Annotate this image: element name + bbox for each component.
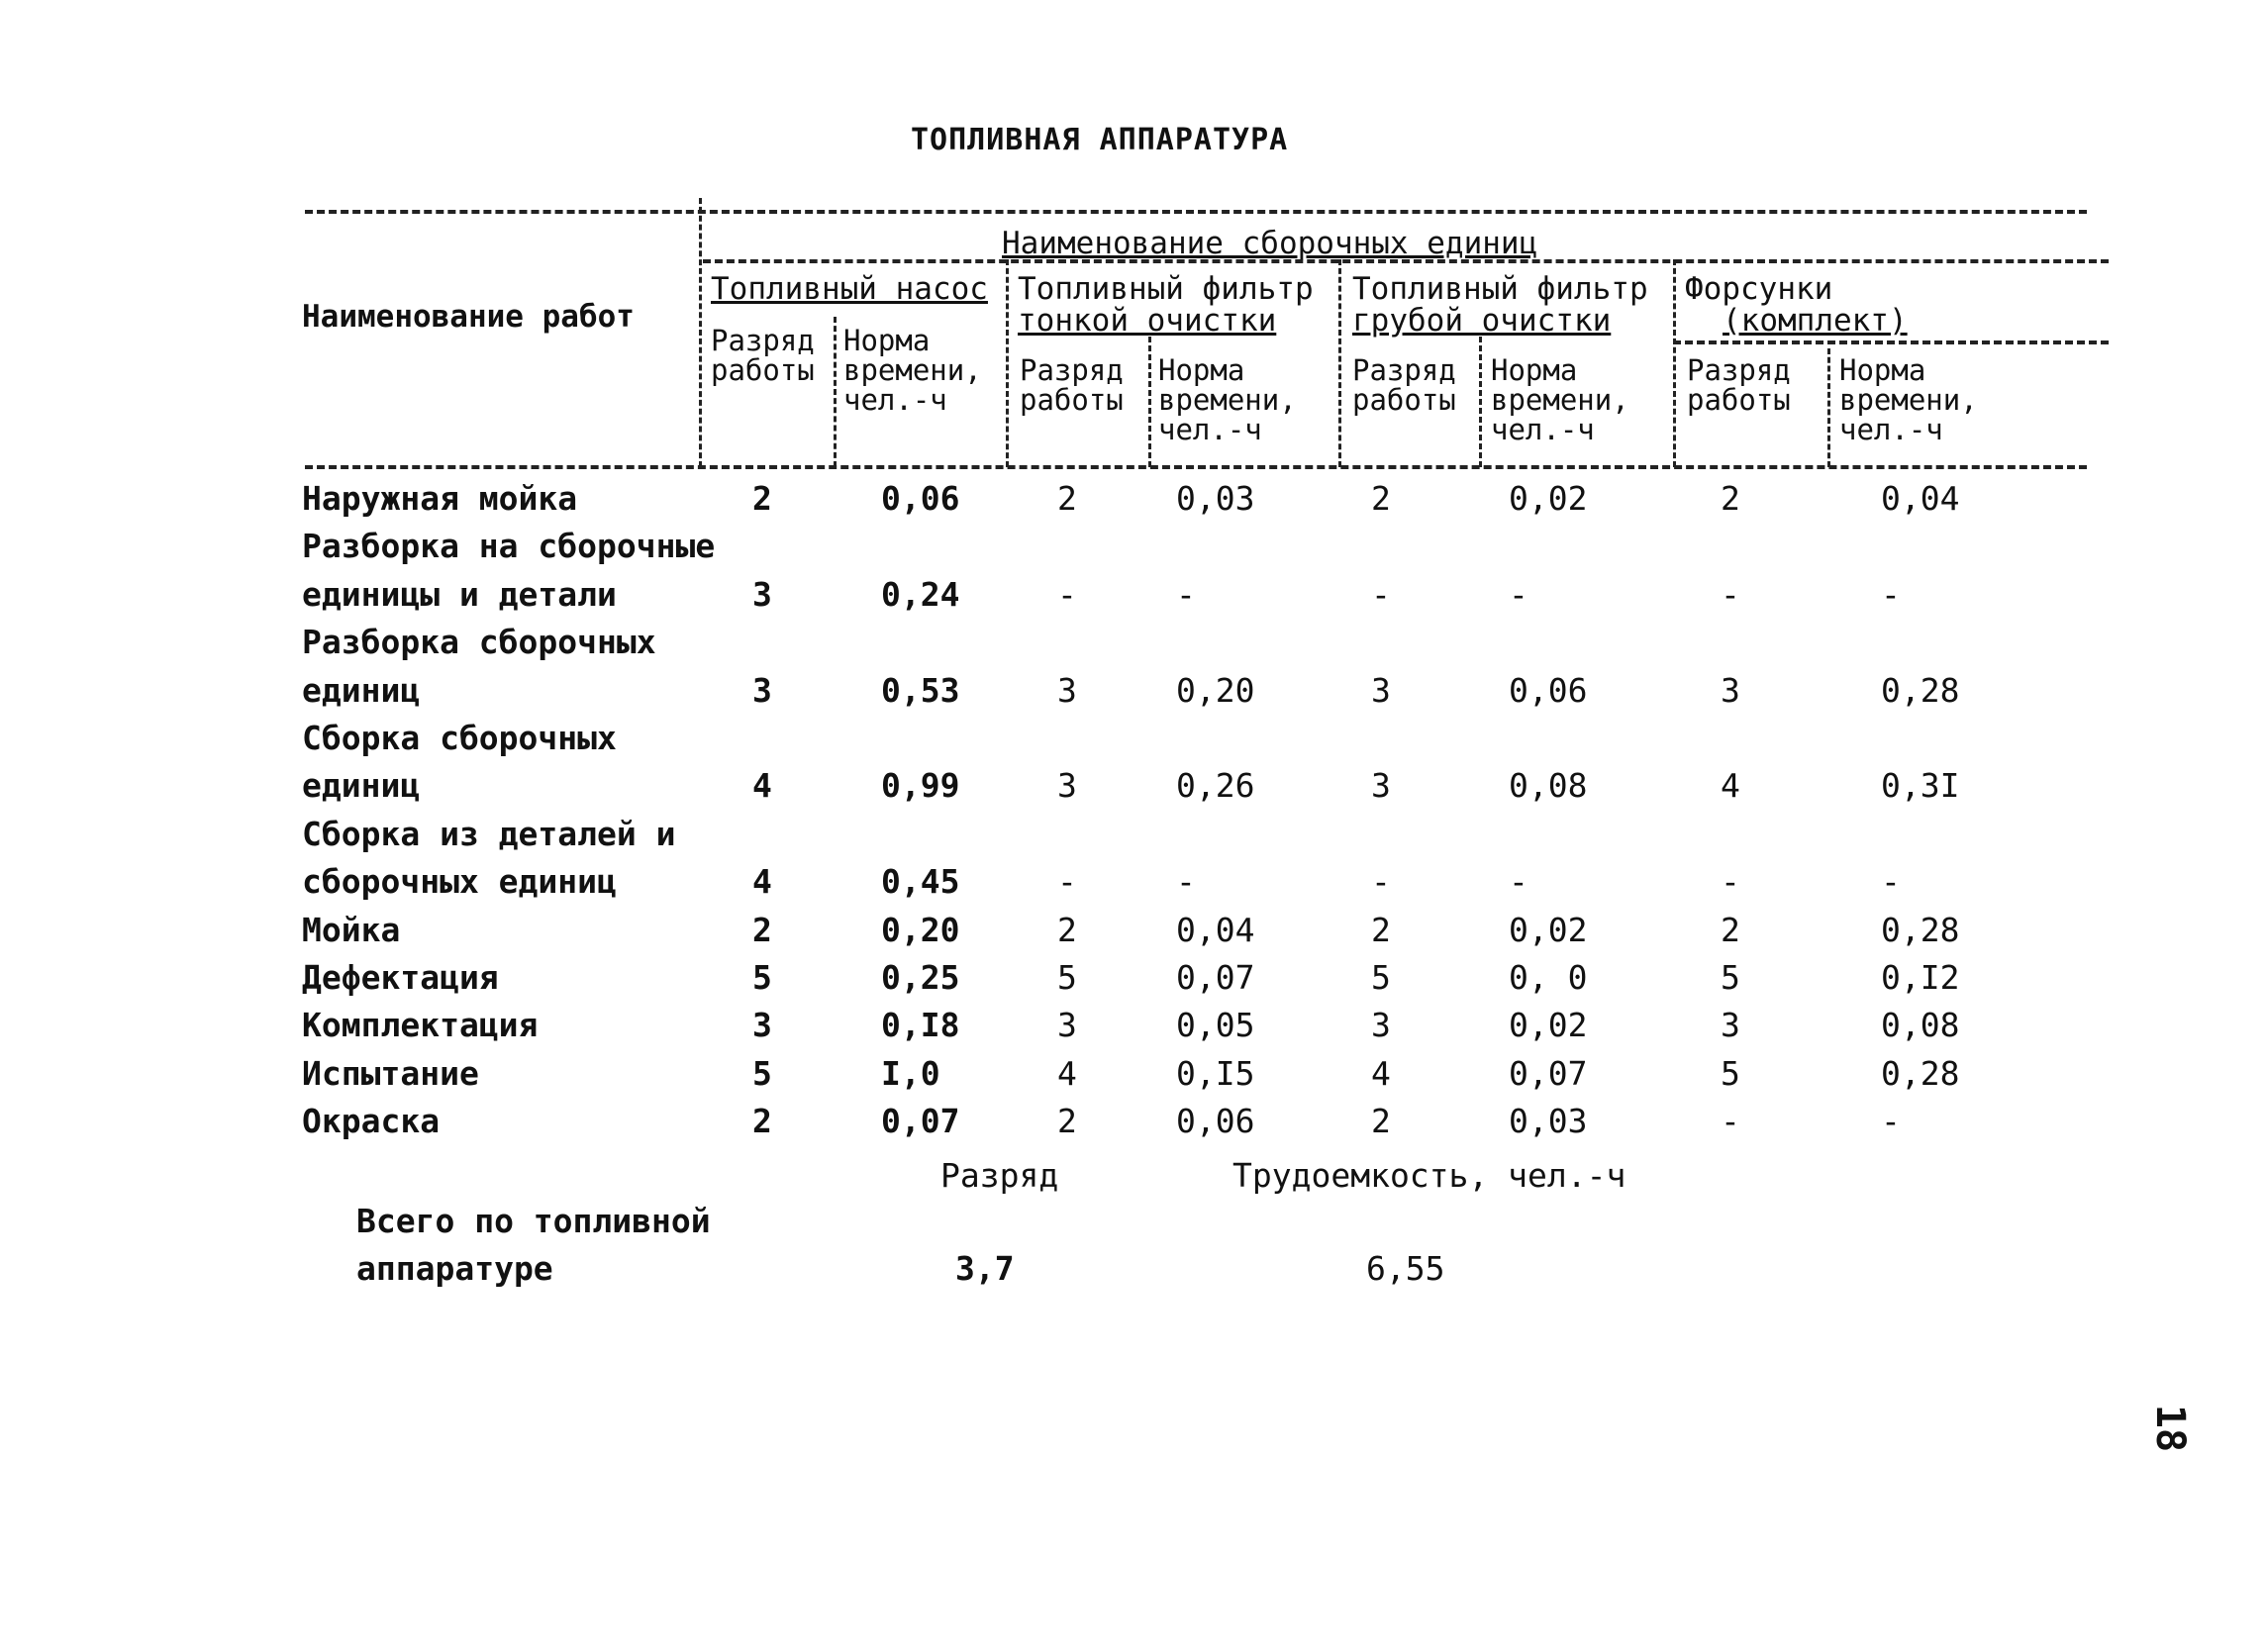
header-norm-4-l2: времени, (1839, 383, 1978, 417)
header-grade-4-l1: Разряд (1687, 353, 1791, 387)
row-norm-cell: 0,20 (881, 911, 960, 949)
row-work-name: Дефектация (302, 958, 499, 997)
header-unit-2-line1: Топливный фильтр (1018, 271, 1314, 307)
row-norm-cell: 0,03 (1176, 479, 1255, 518)
header-grade-2-l2: работы (1020, 383, 1124, 417)
header-norm-3-l2: времени, (1491, 383, 1629, 417)
row-norm-cell: 0,45 (881, 862, 960, 901)
row-work-name: единиц (302, 671, 421, 710)
col-sep-4 (1148, 337, 1151, 467)
row-norm-cell: - (1881, 1102, 1901, 1140)
header-grade-1-l2: работы (711, 353, 815, 387)
row-grade-cell: 2 (1721, 911, 1740, 949)
row-norm-cell: 0,26 (1176, 766, 1255, 805)
row-norm-cell: I,0 (881, 1054, 940, 1093)
row-grade-cell: 4 (1721, 766, 1740, 805)
header-grade-3-l2: работы (1352, 383, 1456, 417)
row-work-name: сборочных единиц (302, 862, 617, 901)
row-norm-cell: 0,06 (881, 479, 960, 518)
row-norm-cell: 0,28 (1881, 911, 1960, 949)
header-norm-2-l1: Норма (1158, 353, 1245, 387)
row-grade-cell: - (1371, 575, 1391, 614)
row-grade-cell: 4 (752, 766, 772, 805)
row-norm-cell: 0,08 (1881, 1006, 1960, 1044)
row-norm-cell: 0,53 (881, 671, 960, 710)
row-grade-cell: 3 (1057, 671, 1077, 710)
header-unit-3-line2: грубой очистки (1352, 303, 1612, 339)
row-grade-cell: 3 (1721, 1006, 1740, 1044)
header-grade-3-l1: Разряд (1352, 353, 1456, 387)
col-sep-2 (834, 317, 837, 467)
row-grade-cell: 4 (1057, 1054, 1077, 1093)
row-norm-cell: 0,02 (1509, 479, 1588, 518)
col-sep-1 (699, 198, 702, 467)
summary-total-line1: Всего по топливной (356, 1202, 711, 1240)
header-grade-1-l1: Разряд (711, 324, 815, 357)
summary-total-line2: аппаратуре (356, 1249, 553, 1288)
header-bottom-rule (305, 465, 2087, 469)
header-norm-1-l3: чел.-ч (843, 383, 947, 417)
header-unit-1-line1: Топливный насос (711, 271, 988, 307)
row-grade-cell: 3 (752, 671, 772, 710)
unit4-rule (1673, 340, 2109, 344)
summary-grade-label: Разряд (940, 1156, 1059, 1195)
col-sep-6 (1479, 337, 1482, 467)
row-grade-cell: 2 (1057, 1102, 1077, 1140)
row-grade-cell: 2 (1057, 911, 1077, 949)
row-norm-cell: 0,I5 (1176, 1054, 1255, 1093)
header-grade-2-l1: Разряд (1020, 353, 1124, 387)
summary-labor-value: 6,55 (1366, 1249, 1445, 1288)
row-grade-cell: 2 (1371, 479, 1391, 518)
row-norm-cell: 0,07 (1176, 958, 1255, 997)
row-norm-cell: 0,28 (1881, 1054, 1960, 1093)
row-norm-cell: - (1509, 862, 1528, 901)
row-grade-cell: 5 (752, 958, 772, 997)
row-norm-cell: 0,08 (1509, 766, 1588, 805)
row-norm-cell: 0,03 (1509, 1102, 1588, 1140)
page-title: ТОПЛИВНАЯ АППАРАТУРА (911, 123, 1289, 157)
row-grade-cell: 3 (1371, 766, 1391, 805)
row-grade-cell: 5 (752, 1054, 772, 1093)
header-unit-4-line1: Форсунки (1685, 271, 1833, 307)
row-norm-cell: 0,07 (881, 1102, 960, 1140)
row-norm-cell: 0,02 (1509, 1006, 1588, 1044)
row-grade-cell: 2 (752, 479, 772, 518)
header-group-title: Наименование сборочных единиц (1002, 226, 1538, 261)
col-sep-5 (1338, 259, 1341, 467)
header-norm-3-l3: чел.-ч (1491, 413, 1595, 446)
row-norm-cell: 0,28 (1881, 671, 1960, 710)
row-work-name: единиц (302, 766, 421, 805)
row-grade-cell: 5 (1721, 1054, 1740, 1093)
row-grade-cell: - (1057, 862, 1077, 901)
row-grade-cell: - (1721, 1102, 1740, 1140)
row-grade-cell: 3 (752, 1006, 772, 1044)
row-norm-cell: 0,05 (1176, 1006, 1255, 1044)
header-norm-1-l2: времени, (843, 353, 982, 387)
header-grade-4-l2: работы (1687, 383, 1791, 417)
row-norm-cell: 0,I8 (881, 1006, 960, 1044)
col-sep-3 (1006, 259, 1009, 467)
row-norm-cell: 0,3I (1881, 766, 1960, 805)
row-grade-cell: 2 (752, 1102, 772, 1140)
row-norm-cell: 0,24 (881, 575, 960, 614)
row-grade-cell: 3 (1371, 1006, 1391, 1044)
header-norm-4-l1: Норма (1839, 353, 1926, 387)
row-grade-cell: 3 (1057, 766, 1077, 805)
row-grade-cell: 4 (752, 862, 772, 901)
row-grade-cell: 3 (1057, 1006, 1077, 1044)
row-grade-cell: 4 (1371, 1054, 1391, 1093)
row-work-name: Комплектация (302, 1006, 539, 1044)
row-grade-cell: 2 (1371, 911, 1391, 949)
header-norm-1-l1: Норма (843, 324, 931, 357)
row-grade-cell: - (1721, 862, 1740, 901)
row-norm-cell: 0,99 (881, 766, 960, 805)
row-work-name: Сборка из деталей и (302, 815, 676, 853)
row-grade-cell: 5 (1057, 958, 1077, 997)
header-norm-3-l1: Норма (1491, 353, 1578, 387)
row-work-name: Разборка сборочных (302, 623, 656, 661)
row-grade-cell: - (1371, 862, 1391, 901)
row-grade-cell: 5 (1371, 958, 1391, 997)
row-work-name: Окраска (302, 1102, 441, 1140)
table-top-rule (305, 210, 2087, 214)
header-norm-4-l3: чел.-ч (1839, 413, 1943, 446)
row-grade-cell: 2 (1057, 479, 1077, 518)
row-grade-cell: - (1721, 575, 1740, 614)
col-sep-8 (1827, 348, 1830, 467)
row-grade-cell: 3 (1721, 671, 1740, 710)
row-norm-cell: 0,02 (1509, 911, 1588, 949)
row-norm-cell: - (1881, 575, 1901, 614)
header-norm-2-l3: чел.-ч (1158, 413, 1262, 446)
row-work-name: Мойка (302, 911, 401, 949)
row-norm-cell: 0,25 (881, 958, 960, 997)
header-unit-3-line1: Топливный фильтр (1352, 271, 1648, 307)
row-norm-cell: 0,06 (1509, 671, 1588, 710)
row-norm-cell: 0,I2 (1881, 958, 1960, 997)
row-work-name: Испытание (302, 1054, 479, 1093)
row-grade-cell: 3 (1371, 671, 1391, 710)
row-grade-cell: 2 (1371, 1102, 1391, 1140)
row-norm-cell: 0,06 (1176, 1102, 1255, 1140)
row-norm-cell: - (1176, 575, 1196, 614)
header-norm-2-l2: времени, (1158, 383, 1297, 417)
col-sep-7 (1673, 259, 1676, 467)
row-norm-cell: 0,20 (1176, 671, 1255, 710)
row-grade-cell: 5 (1721, 958, 1740, 997)
row-grade-cell: 3 (752, 575, 772, 614)
summary-grade-value: 3,7 (955, 1249, 1015, 1288)
row-work-name: единицы и детали (302, 575, 617, 614)
row-norm-cell: 0,07 (1509, 1054, 1588, 1093)
page-number: 18 (2147, 1404, 2194, 1453)
row-grade-cell: 2 (752, 911, 772, 949)
row-work-name: Разборка на сборочные (302, 527, 716, 565)
row-norm-cell: - (1881, 862, 1901, 901)
row-grade-cell: - (1057, 575, 1077, 614)
row-work-name: Наружная мойка (302, 479, 578, 518)
row-norm-cell: 0, 0 (1509, 958, 1588, 997)
row-norm-cell: - (1176, 862, 1196, 901)
row-norm-cell: - (1509, 575, 1528, 614)
header-work-name: Наименование работ (302, 299, 635, 335)
row-grade-cell: 2 (1721, 479, 1740, 518)
row-norm-cell: 0,04 (1881, 479, 1960, 518)
row-norm-cell: 0,04 (1176, 911, 1255, 949)
header-unit-4-line2: (комплект) (1723, 303, 1908, 339)
header-unit-2-line2: тонкой очистки (1018, 303, 1277, 339)
summary-labor-label: Трудоемкость, чел.-ч (1232, 1156, 1626, 1195)
row-work-name: Сборка сборочных (302, 719, 617, 757)
